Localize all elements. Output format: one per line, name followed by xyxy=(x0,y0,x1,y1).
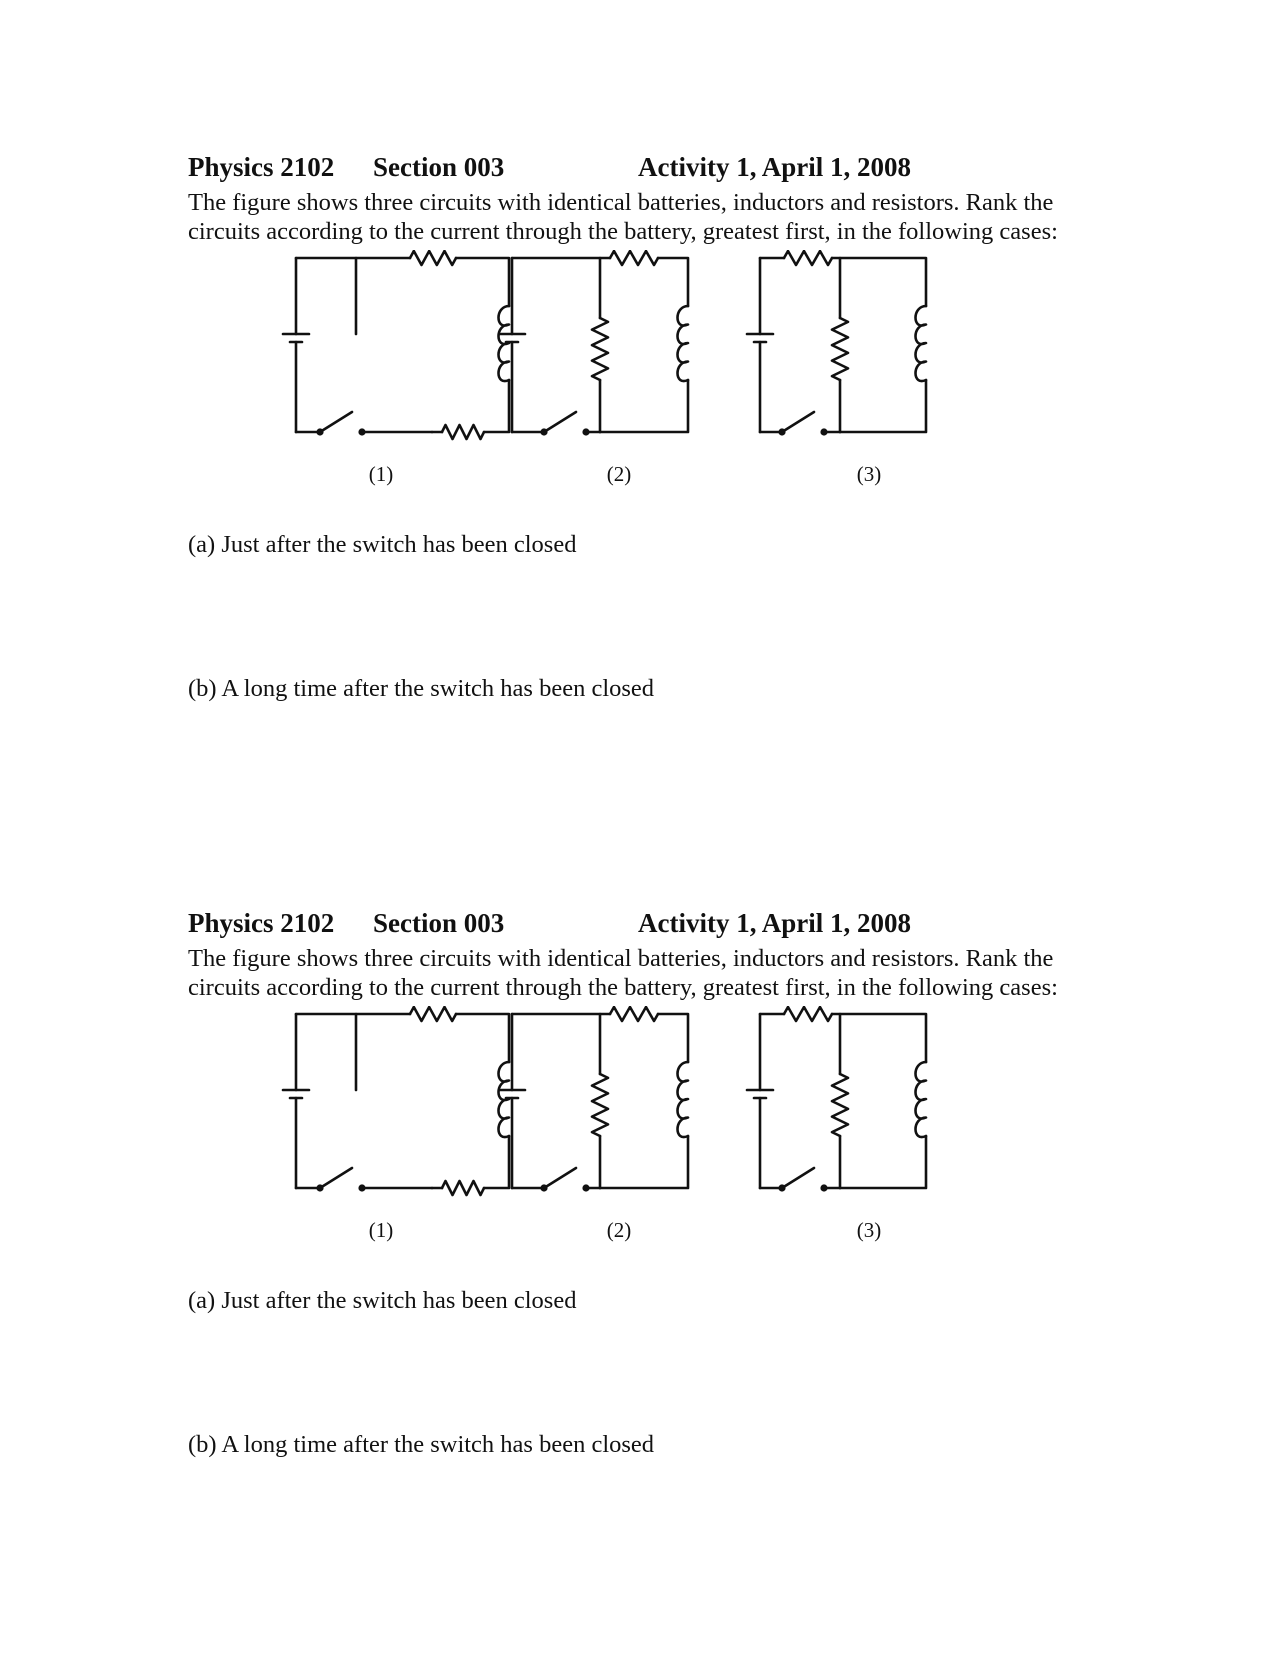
resistor-symbol xyxy=(784,1007,832,1021)
wire xyxy=(356,258,410,334)
circuit-label-1: (1) xyxy=(368,462,394,486)
switch-lever xyxy=(782,412,814,432)
question-a: (a) Just after the switch has been closed xyxy=(188,1287,577,1314)
problem-statement-line-2: circuits according to the current through the battery, greatest first, in the following cases: xyxy=(188,974,1058,1001)
problem-statement-line-1: The figure shows three circuits with identical batteries, inductors and resistors. Rank the xyxy=(188,945,1054,972)
circuit-figure xyxy=(188,1006,1088,1256)
circuit-diagrams xyxy=(188,1006,1088,1216)
resistor-symbol xyxy=(442,1181,484,1195)
switch-contact xyxy=(778,428,785,435)
course-title: Physics 2102 xyxy=(188,908,335,938)
activity-date: Activity 1, April 1, 2008 xyxy=(638,152,911,182)
resistor-symbol xyxy=(410,1007,456,1021)
wire xyxy=(832,258,926,306)
wire xyxy=(832,1014,926,1062)
activity-date: Activity 1, April 1, 2008 xyxy=(638,908,911,938)
circuit-label-1: (1) xyxy=(368,1218,394,1242)
resistor-symbol xyxy=(410,251,456,265)
switch-contact xyxy=(316,428,323,435)
resistor-symbol xyxy=(592,318,608,380)
switch-contact xyxy=(540,1184,547,1191)
switch-lever xyxy=(544,1168,576,1188)
resistor-symbol xyxy=(610,1007,658,1021)
circuit-figure xyxy=(188,250,1088,500)
wire xyxy=(600,1136,688,1188)
resistor-symbol xyxy=(592,1074,608,1136)
resistor-symbol xyxy=(832,1074,848,1136)
switch-contact xyxy=(540,428,547,435)
handout-top xyxy=(188,148,1088,702)
circuit-diagrams xyxy=(188,250,1088,460)
wire xyxy=(356,1014,410,1090)
resistor-symbol xyxy=(832,318,848,380)
handout-header xyxy=(188,148,1088,186)
question-b: (b) A long time after the switch has been closed xyxy=(188,675,655,702)
inductor-symbol xyxy=(916,306,927,381)
switch-lever xyxy=(320,412,352,432)
problem-statement-line-1: The figure shows three circuits with identical batteries, inductors and resistors. Rank the xyxy=(188,189,1054,216)
wire xyxy=(484,380,509,432)
switch-contact xyxy=(778,1184,785,1191)
circuit-label-2: (2) xyxy=(606,1218,632,1242)
resistor-symbol xyxy=(610,251,658,265)
question-b: (b) A long time after the switch has been closed xyxy=(188,1431,655,1458)
inductor-symbol xyxy=(678,306,689,381)
wire xyxy=(658,1014,688,1062)
circuit-label-2: (2) xyxy=(606,462,632,486)
question-a: (a) Just after the switch has been closed xyxy=(188,531,577,558)
switch-contact xyxy=(316,1184,323,1191)
handout-header xyxy=(188,904,1088,942)
inductor-symbol xyxy=(499,1062,510,1137)
wire xyxy=(484,1136,509,1188)
inductor-symbol xyxy=(916,1062,927,1137)
handout-bottom xyxy=(188,904,1088,1458)
section-number: Section 003 xyxy=(373,152,505,182)
switch-lever xyxy=(782,1168,814,1188)
wire xyxy=(456,1014,509,1062)
switch-lever xyxy=(544,412,576,432)
circuit-label-3: (3) xyxy=(856,1218,882,1242)
course-title: Physics 2102 xyxy=(188,152,335,182)
wire xyxy=(840,380,926,432)
resistor-symbol xyxy=(784,251,832,265)
inductor-symbol xyxy=(499,306,510,381)
switch-lever xyxy=(320,1168,352,1188)
wire xyxy=(600,380,688,432)
resistor-symbol xyxy=(442,425,484,439)
problem-statement xyxy=(188,188,1088,246)
wire xyxy=(456,258,509,306)
problem-statement-line-2: circuits according to the current through the battery, greatest first, in the following cases: xyxy=(188,218,1058,245)
inductor-symbol xyxy=(678,1062,689,1137)
circuit-label-3: (3) xyxy=(856,462,882,486)
problem-statement xyxy=(188,944,1088,1002)
section-number: Section 003 xyxy=(373,908,505,938)
wire xyxy=(840,1136,926,1188)
wire xyxy=(658,258,688,306)
